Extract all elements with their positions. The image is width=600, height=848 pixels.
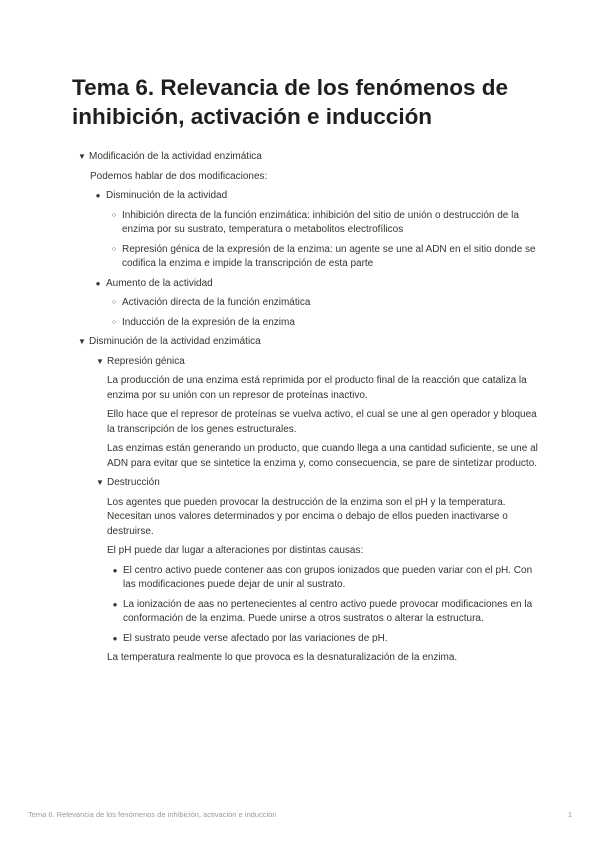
toggle-triangle-icon[interactable]: ▼ [78, 152, 86, 161]
paragraph: Las enzimas están generando un producto, que cuando llega a una cantidad suficiente, se une al ADN para evitar que se sintetice la enzima y, como consecuencia, se pare de sintetizar producto. [107, 443, 538, 469]
paragraph: La temperatura realmente lo que provoca es la desnaturalización de la enzima. [107, 652, 458, 663]
paragraph: Podemos hablar de dos modificaciones: [90, 170, 268, 182]
list-item [107, 564, 538, 593]
list-item [106, 296, 538, 311]
bullet-circle-icon: ○ [111, 245, 117, 253]
page-content [78, 150, 538, 666]
page-title: Tema 6. Relevancia de los fenómenos de inhibición, activación e inducción [72, 75, 508, 129]
list-item-text: Aumento de la actividad [106, 277, 213, 289]
toggle-triangle-icon[interactable]: ▼ [78, 337, 86, 346]
list-item-text: Disminución de la actividad [106, 190, 228, 201]
toggle-disminucion[interactable] [78, 335, 538, 350]
list-item-text: El sustrato peude verse afectado por las variaciones de pH. [123, 632, 388, 644]
paragraph: Los agentes que pueden provocar la destrucción de la enzima son el pH y la temperatura. Necesitan unos valores determinados y por encima o debajo de ellos pueden inactivarse o destruirse. [107, 496, 508, 537]
paragraph: El pH puede dar lugar a alteraciones por distintas causas: [107, 545, 364, 556]
toggle-triangle-icon[interactable]: ▼ [96, 356, 104, 366]
bullet-disc-icon: ● [112, 599, 118, 609]
list-item [107, 598, 538, 627]
toggle-heading: Represión génica [107, 355, 185, 367]
toggle-heading: Modificación de la actividad enzimática [89, 151, 262, 162]
toggle-heading: Disminución de la actividad enzimática [89, 336, 261, 347]
bullet-disc-icon: ● [95, 278, 101, 288]
list-item-text: Inhibición directa de la función enzimática: inhibición del sitio de unión o destrucción de la enzima por su sustrato, temperatura o metabolitos electrofílicos [122, 209, 519, 235]
page-number: 1 [567, 810, 572, 819]
toggle-represion[interactable] [90, 355, 538, 370]
list-item [90, 189, 538, 204]
paragraph: Ello hace que el represor de proteínas se vuelva activo, el cual se une al gen operador y bloquea la transcripción de los genes estructurales. [107, 409, 537, 435]
toggle-destruccion[interactable] [90, 476, 538, 491]
toggle-triangle-icon[interactable]: ▼ [96, 478, 104, 487]
paragraph: La producción de una enzima está reprimida por el producto final de la reacción que cataliza la enzima por su unión con un represor de proteínas inactivo. [107, 375, 527, 401]
bullet-disc-icon: ● [95, 191, 101, 200]
bullet-disc-icon: ● [112, 565, 118, 575]
list-item [106, 243, 538, 272]
bullet-circle-icon: ○ [111, 299, 117, 306]
list-item-text: Inducción de la expresión de la enzima [122, 316, 295, 328]
list-item-text: La ionización de aas no pertenecientes al centro activo puede provocar modificaciones en la conformación de la enzima. Puede unirse a otros sustratos o alterar la estructura. [123, 598, 533, 624]
list-item-text: Represión génica de la expresión de la enzima: un agente se une al ADN en el sitio donde se codifica la enzima e impide la transcripción de esta parte [122, 243, 536, 269]
list-item [106, 209, 538, 238]
list-item-text: Activación directa de la función enzimática [122, 297, 311, 308]
list-item [90, 277, 538, 292]
list-item [107, 632, 538, 647]
bullet-disc-icon: ● [112, 633, 118, 643]
toggle-modificacion[interactable] [78, 150, 538, 165]
list-item [106, 316, 538, 331]
bullet-circle-icon: ○ [111, 211, 117, 219]
footer-title: Tema 6. Relevancia de los fenómenos de inhibición, activación e inducción [28, 810, 277, 819]
bullet-circle-icon: ○ [111, 318, 117, 326]
list-item-text: El centro activo puede contener aas con grupos ionizados que pueden variar con el pH. Con las modificaciones puede dejar de unir al sustrato. [123, 564, 533, 590]
toggle-heading: Destrucción [107, 477, 160, 488]
